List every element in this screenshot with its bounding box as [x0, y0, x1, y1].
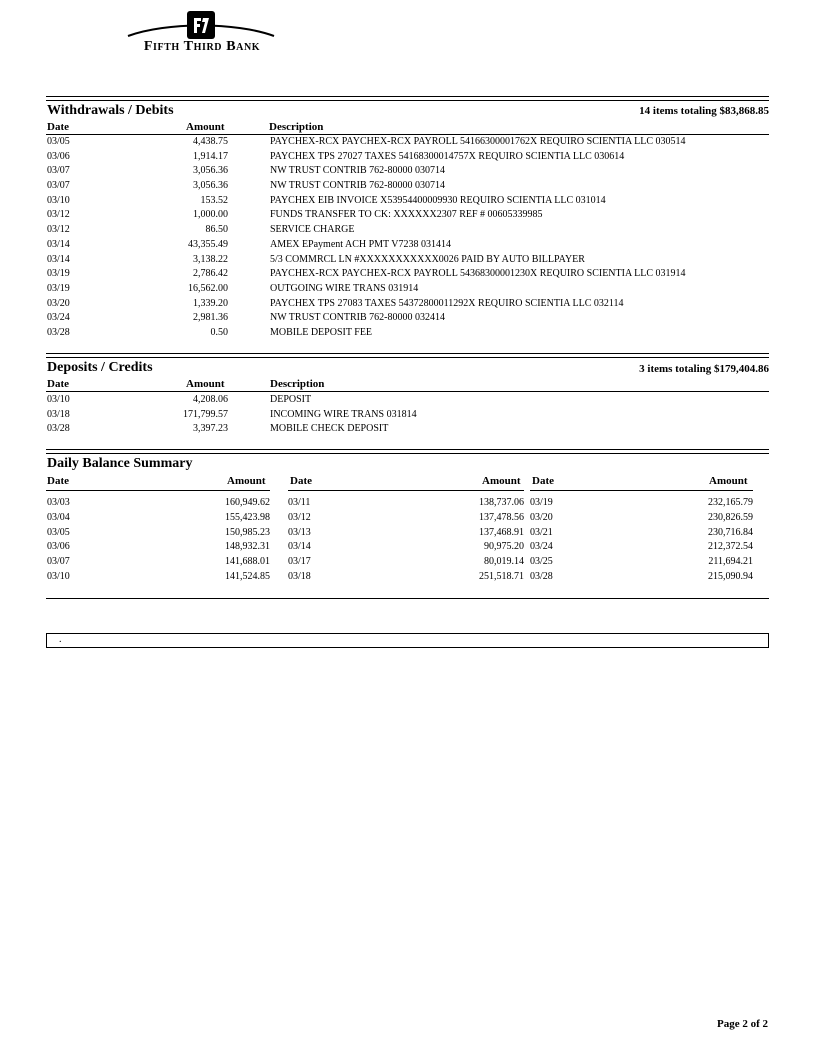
- row-date: 03/20: [47, 297, 70, 309]
- balance-amount: 137,468.91: [479, 526, 524, 538]
- table-row: [46, 239, 769, 254]
- row-amount: 4,438.75: [193, 136, 228, 147]
- table-row: [46, 195, 769, 210]
- section-divider: [46, 96, 769, 101]
- table-row: [46, 423, 769, 438]
- row-date: 03/05: [47, 136, 70, 147]
- row-description: PAYCHEX EIB INVOICE X53954400009930 REQUIRO SCIENTIA LLC 031014: [270, 194, 606, 206]
- row-description: PAYCHEX TPS 27027 TAXES 54168300014757X REQUIRO SCIENTIA LLC 030614: [270, 150, 625, 162]
- row-amount: 86.50: [205, 224, 228, 236]
- deposits-amount-header: Amount: [186, 378, 225, 390]
- row-date: 03/10: [47, 194, 70, 206]
- balance-amount: 215,090.94: [708, 570, 753, 582]
- row-amount: 2,981.36: [193, 312, 228, 324]
- header-rule: [46, 134, 769, 135]
- balance-date-header: Date: [47, 475, 69, 487]
- row-date: 03/06: [47, 150, 70, 162]
- balance-amount: 90,975.20: [484, 541, 524, 553]
- balance-date: 03/06: [47, 541, 70, 553]
- balance-amount: 141,524.85: [225, 570, 270, 582]
- page-number: Page 2 of 2: [716, 1018, 768, 1030]
- balance-date: 03/20: [530, 511, 553, 523]
- notice-box: [46, 633, 769, 648]
- row-description: NW TRUST CONTRIB 762-80000 030714: [270, 180, 446, 192]
- balance-amount: 230,826.59: [708, 511, 753, 523]
- withdrawals-table: [46, 136, 769, 342]
- row-amount: 1,914.17: [193, 150, 228, 162]
- daily-balance-table: [46, 497, 769, 586]
- row-description: PAYCHEX-RCX PAYCHEX-RCX PAYROLL 54368300001230X REQUIRO SCIENTIA LLC 031914: [270, 268, 686, 280]
- balance-date-header: Date: [290, 475, 312, 487]
- row-description: NW TRUST CONTRIB 762-80000 032414: [270, 312, 446, 324]
- balance-date: 03/14: [288, 541, 311, 553]
- withdrawals-date-header: Date: [47, 121, 69, 133]
- balance-date: 03/17: [288, 556, 311, 568]
- row-amount: 2,786.42: [193, 268, 228, 280]
- balance-amount-header: Amount: [482, 475, 521, 487]
- section-divider: [46, 353, 769, 358]
- withdrawals-description-header: Description: [269, 121, 324, 133]
- section-divider: [46, 449, 769, 454]
- withdrawals-summary: 14 items totaling $83,868.85: [639, 105, 769, 117]
- row-date: 03/12: [47, 224, 70, 236]
- row-description: OUTGOING WIRE TRANS 031914: [270, 282, 419, 294]
- balance-date: 03/12: [288, 511, 311, 523]
- balance-row: [46, 512, 769, 527]
- table-row: [46, 254, 769, 269]
- balance-date: 03/04: [47, 511, 70, 523]
- table-row: [46, 409, 769, 424]
- notice-text: .: [59, 634, 62, 645]
- balance-amount: 212,372.54: [708, 541, 753, 553]
- table-row: [46, 180, 769, 195]
- table-row: [46, 283, 769, 298]
- row-description: AMEX EPayment ACH PMT V7238 031414: [270, 238, 452, 250]
- table-row: [46, 298, 769, 313]
- row-amount: 0.50: [210, 326, 228, 338]
- row-amount: 43,355.49: [188, 238, 228, 250]
- row-description: 5/3 COMMRCL LN #XXXXXXXXXXX0026 PAID BY AUTO BILLPAYER: [270, 253, 585, 265]
- fifth-third-logo-icon: [126, 10, 276, 40]
- balance-amount-header: Amount: [709, 475, 748, 487]
- header-rule: [46, 391, 769, 392]
- balance-row: [46, 527, 769, 542]
- row-amount: 3,397.23: [193, 423, 228, 435]
- balance-date: 03/13: [288, 526, 311, 538]
- row-amount: 153.52: [200, 194, 228, 206]
- row-description: PAYCHEX-RCX PAYCHEX-RCX PAYROLL 54166300001762X REQUIRO SCIENTIA LLC 030514: [270, 136, 686, 147]
- balance-amount: 80,019.14: [484, 556, 524, 568]
- row-amount: 16,562.00: [188, 282, 228, 294]
- section-end-rule: [46, 598, 769, 599]
- balance-row: [46, 571, 769, 586]
- row-date: 03/07: [47, 165, 70, 177]
- row-date: 03/18: [47, 408, 70, 420]
- deposits-summary: 3 items totaling $179,404.86: [639, 363, 769, 375]
- balance-date-header: Date: [532, 475, 554, 487]
- table-row: [46, 394, 769, 409]
- header-rule: [288, 490, 524, 491]
- row-date: 03/14: [47, 238, 70, 250]
- row-date: 03/14: [47, 253, 70, 265]
- row-date: 03/28: [47, 326, 70, 338]
- row-description: MOBILE DEPOSIT FEE: [270, 326, 373, 338]
- row-amount: 1,339.20: [193, 297, 228, 309]
- balance-amount: 148,932.31: [225, 541, 270, 553]
- balance-amount: 150,985.23: [225, 526, 270, 538]
- row-description: SERVICE CHARGE: [270, 224, 355, 236]
- balance-date: 03/05: [47, 526, 70, 538]
- deposits-description-header: Description: [270, 378, 325, 390]
- balance-amount: 138,737.06: [479, 497, 524, 508]
- balance-amount: 160,949.62: [225, 497, 270, 508]
- balance-date: 03/18: [288, 570, 311, 582]
- balance-amount: 141,688.01: [225, 556, 270, 568]
- deposits-date-header: Date: [47, 378, 69, 390]
- balance-date: 03/11: [288, 497, 311, 508]
- balance-date: 03/28: [530, 570, 553, 582]
- balance-date: 03/10: [47, 570, 70, 582]
- balance-date: 03/19: [530, 497, 553, 508]
- balance-amount: 232,165.79: [708, 497, 753, 508]
- row-amount: 4,208.06: [193, 394, 228, 405]
- withdrawals-title: Withdrawals / Debits: [47, 103, 174, 118]
- bank-name: Fifth Third Bank: [143, 39, 261, 54]
- balance-date: 03/24: [530, 541, 553, 553]
- balance-amount: 155,423.98: [225, 511, 270, 523]
- table-row: [46, 151, 769, 166]
- balance-amount: 211,694.21: [708, 556, 753, 568]
- row-date: 03/28: [47, 423, 70, 435]
- row-amount: 171,799.57: [183, 408, 228, 420]
- row-description: PAYCHEX TPS 27083 TAXES 54372800011292X REQUIRO SCIENTIA LLC 032114: [270, 297, 624, 309]
- row-date: 03/19: [47, 282, 70, 294]
- row-amount: 1,000.00: [193, 209, 228, 221]
- row-amount: 3,056.36: [193, 165, 228, 177]
- table-row: [46, 268, 769, 283]
- table-row: [46, 327, 769, 342]
- row-date: 03/24: [47, 312, 70, 324]
- balance-row: [46, 541, 769, 556]
- table-row: [46, 165, 769, 180]
- balance-amount: 230,716.84: [708, 526, 753, 538]
- table-row: [46, 312, 769, 327]
- balance-amount: 251,518.71: [479, 570, 524, 582]
- row-date: 03/12: [47, 209, 70, 221]
- row-description: FUNDS TRANSFER TO CK: XXXXXX2307 REF # 00605339985: [270, 209, 543, 221]
- balance-date: 03/03: [47, 497, 70, 508]
- balance-date: 03/21: [530, 526, 553, 538]
- row-date: 03/07: [47, 180, 70, 192]
- row-date: 03/19: [47, 268, 70, 280]
- table-row: [46, 136, 769, 151]
- balance-date: 03/07: [47, 556, 70, 568]
- table-row: [46, 224, 769, 239]
- row-description: DEPOSIT: [270, 394, 312, 405]
- row-description: NW TRUST CONTRIB 762-80000 030714: [270, 165, 446, 177]
- daily-balance-title: Daily Balance Summary: [47, 456, 193, 471]
- balance-amount: 137,478.56: [479, 511, 524, 523]
- bank-logo: [126, 10, 276, 56]
- withdrawals-amount-header: Amount: [186, 121, 225, 133]
- row-description: MOBILE CHECK DEPOSIT: [270, 423, 389, 435]
- row-amount: 3,138.22: [193, 253, 228, 265]
- deposits-table: [46, 394, 769, 438]
- row-description: INCOMING WIRE TRANS 031814: [270, 408, 417, 420]
- table-row: [46, 209, 769, 224]
- balance-amount-header: Amount: [227, 475, 266, 487]
- row-date: 03/10: [47, 394, 70, 405]
- balance-date: 03/25: [530, 556, 553, 568]
- header-rule: [530, 490, 753, 491]
- deposits-title: Deposits / Credits: [47, 360, 153, 375]
- row-amount: 3,056.36: [193, 180, 228, 192]
- balance-row: [46, 556, 769, 571]
- balance-row: [46, 497, 769, 512]
- header-rule: [46, 490, 270, 491]
